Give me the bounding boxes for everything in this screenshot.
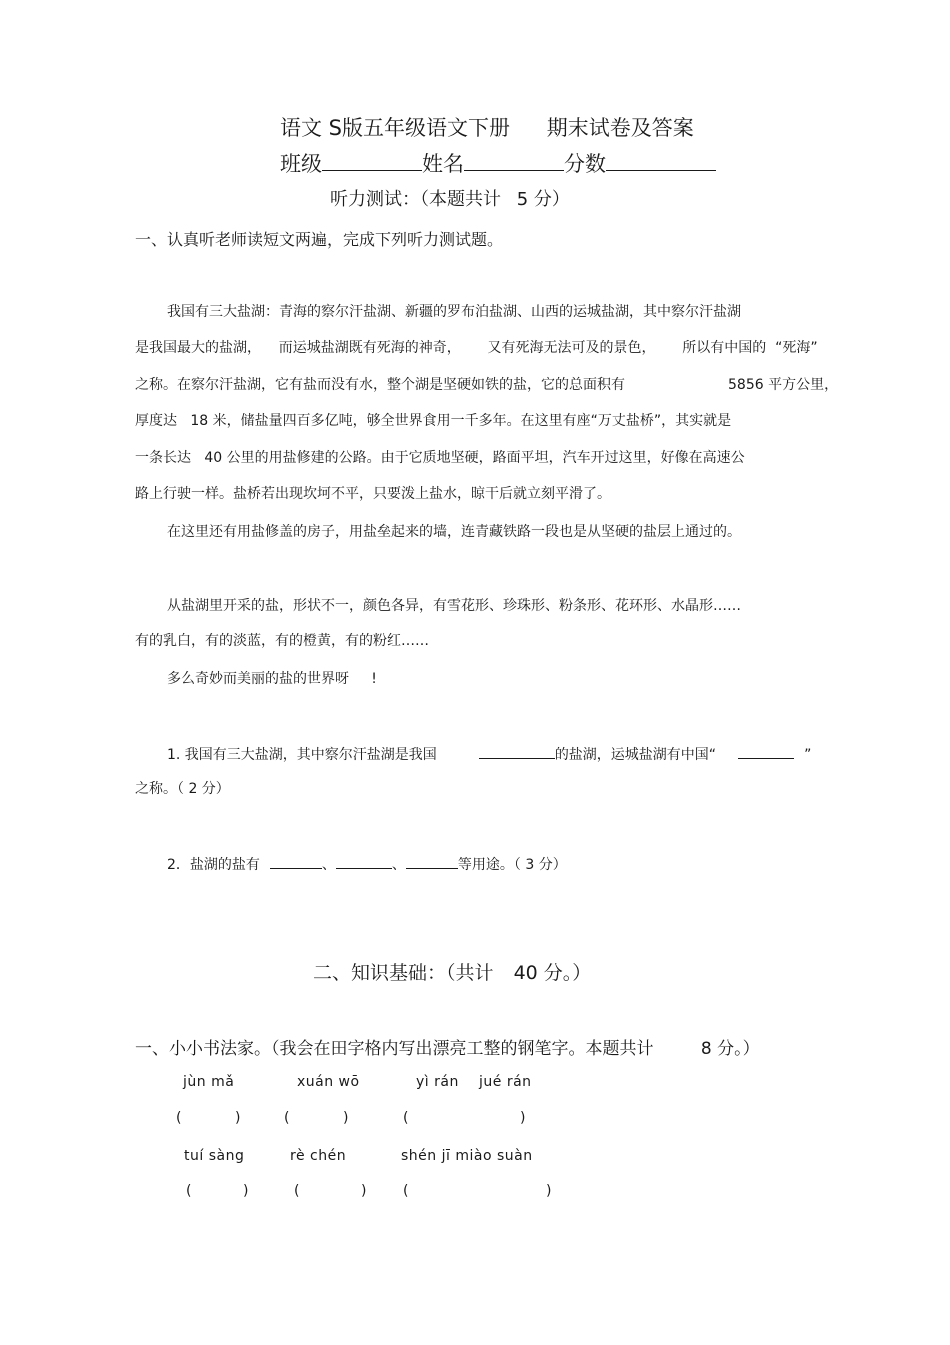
q2-text: 2．盐湖的盐有	[167, 857, 260, 873]
q2-text-2: 等用途。（ 3 分）	[457, 857, 567, 873]
answer-paren-open[interactable]: (	[403, 1110, 409, 1126]
q1-close-quote: ”	[804, 747, 812, 763]
passage-line-10: 多么奇妙而美丽的盐的世界呀 !	[167, 671, 377, 687]
pinyin-item: jué rán	[479, 1074, 532, 1090]
section2-heading: 二、知识基础：（共计	[313, 962, 494, 984]
exam-title-suffix: 期末试卷及答案	[546, 116, 694, 140]
listening-title: 听力测试：（本题共计	[330, 189, 501, 210]
student-info-line	[280, 148, 716, 178]
exam-title: 语文 S版五年级语文下册	[280, 116, 511, 140]
answer-paren-open[interactable]: (	[284, 1110, 290, 1126]
calligraphy-heading: 一、小小书法家。（我会在田字格内写出漂亮工整的钢笔字。本题共计	[135, 1039, 654, 1059]
q2-blank-1[interactable]	[270, 852, 322, 869]
answer-paren-open[interactable]: (	[403, 1183, 409, 1199]
pinyin-item: shén jī miào suàn	[401, 1148, 533, 1164]
q1-blank-2[interactable]	[738, 742, 794, 759]
name-blank[interactable]	[464, 154, 564, 171]
passage-line-9: 有的乳白，有的淡蓝，有的橙黄，有的粉红……	[135, 633, 429, 649]
passage-line-2: 是我国最大的盐湖， 而运城盐湖既有死海的神奇， 又有死海无法可及的景色， 所以有中国的 “死海”	[135, 340, 818, 356]
q2-sep-2: 、	[391, 857, 406, 873]
area-value: 5856 平方公里，	[728, 377, 839, 393]
pinyin-item: xuán wō	[297, 1074, 360, 1090]
q2-blank-3[interactable]	[406, 852, 458, 869]
answer-paren-close[interactable]: )	[343, 1110, 349, 1126]
passage-line-4: 厚度达 18 米，储盐量四百多亿吨，够全世界食用一千多年。在这里有座“万丈盐桥”，其实就是	[135, 413, 732, 429]
q2-blank-2[interactable]	[336, 852, 392, 869]
calligraphy-points: 8 分。）	[700, 1039, 760, 1059]
answer-paren-close[interactable]: )	[361, 1183, 367, 1199]
q2-sep-1: 、	[321, 857, 336, 873]
answer-paren-open[interactable]: (	[186, 1183, 192, 1199]
passage-line-3: 之称。在察尔汗盐湖，它有盐而没有水，整个湖是坚硬如铁的盐，它的总面积有	[135, 377, 625, 393]
name-label: 姓名	[422, 152, 464, 176]
question-1	[167, 742, 811, 764]
answer-paren-open[interactable]: (	[176, 1110, 182, 1126]
passage-line-5: 一条长达 40 公里的用盐修建的公路。由于它质地坚硬，路面平坦，汽车开过这里，好像在高速公	[135, 450, 745, 466]
passage-line-6: 路上行驶一样。盐桥若出现坎坷不平，只要泼上盐水，晾干后就立刻平滑了。	[135, 486, 611, 502]
answer-paren-close[interactable]: )	[546, 1183, 552, 1199]
section1-heading: 一、认真听老师读短文两遍，完成下列听力测试题。	[135, 230, 504, 249]
pinyin-item: yì rán	[416, 1074, 459, 1090]
question-2	[167, 852, 567, 874]
pinyin-item: tuí sàng	[184, 1148, 245, 1164]
pinyin-item: rè chén	[290, 1148, 347, 1164]
answer-paren-close[interactable]: )	[235, 1110, 241, 1126]
q1-text-2: 的盐湖，运城盐湖有中国“	[554, 747, 717, 763]
passage-line-8: 从盐湖里开采的盐，形状不一，颜色各异，有雪花形、珍珠形、粉条形、花环形、水晶形……	[167, 598, 741, 614]
score-label: 分数	[564, 152, 606, 176]
passage-line-1: 我国有三大盐湖：青海的察尔汗盐湖、新疆的罗布泊盐湖、山西的运城盐湖，其中察尔汗盐湖	[167, 304, 741, 320]
answer-paren-close[interactable]: )	[243, 1183, 249, 1199]
answer-paren-open[interactable]: (	[294, 1183, 300, 1199]
section2-points: 40 分。）	[513, 962, 592, 984]
score-blank[interactable]	[606, 154, 716, 171]
class-blank[interactable]	[322, 154, 422, 171]
q1-text: 1. 我国有三大盐湖，其中察尔汗盐湖是我国	[167, 747, 437, 763]
q1-blank-1[interactable]	[479, 742, 555, 759]
answer-paren-close[interactable]: )	[520, 1110, 526, 1126]
pinyin-item: jùn mǎ	[183, 1074, 235, 1090]
class-label: 班级	[280, 152, 322, 176]
question-1-line2: 之称。（ 2 分）	[135, 781, 230, 797]
passage-line-7: 在这里还有用盐修盖的房子，用盐垒起来的墙，连青藏铁路一段也是从坚硬的盐层上通过的。	[167, 524, 741, 540]
listening-points: 5 分）	[516, 189, 570, 210]
